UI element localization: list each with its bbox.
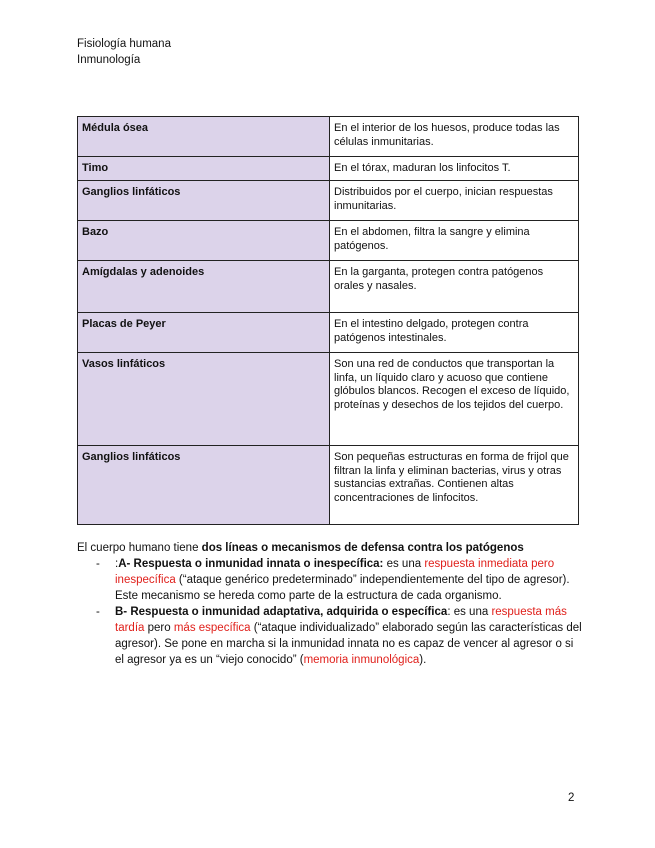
- list-item-adaptive: [77, 604, 582, 668]
- innate-highlight: respuesta inmediata pero inespecífica: [115, 558, 555, 586]
- organ-description: En el interior de los huesos, produce todas las células inmunitarias.: [330, 117, 579, 157]
- adaptive-text: pero: [144, 622, 174, 634]
- organ-description: En el tórax, maduran los linfocitos T.: [330, 157, 579, 181]
- organ-description: En el intestino delgado, protegen contra patógenos intestinales.: [330, 313, 579, 353]
- organ-name: Vasos linfáticos: [78, 353, 330, 446]
- list-item-innate: [77, 556, 582, 604]
- organ-name: Médula ósea: [78, 117, 330, 157]
- organ-description: Son pequeñas estructuras en forma de frijol que filtran la linfa y eliminan bacterias, virus y otras sustancias extrañas. Contienen altas concentraciones de linfocitos.: [330, 446, 579, 525]
- bullet-dash: -: [96, 606, 100, 618]
- page-number: 2: [568, 792, 575, 804]
- table-row: [78, 313, 579, 353]
- bullet-prefix: :: [115, 558, 119, 570]
- organ-name: Ganglios linfáticos: [78, 181, 330, 221]
- table-row: [78, 181, 579, 221]
- adaptive-title: B- Respuesta o inmunidad adaptativa, adquirida o específica: [115, 606, 448, 618]
- adaptive-text: : es una: [447, 606, 492, 618]
- defense-section: [77, 540, 582, 668]
- intro-bold: dos líneas o mecanismos de defensa contra los patógenos: [201, 542, 524, 554]
- defense-list: [77, 556, 582, 668]
- organ-name: Bazo: [78, 221, 330, 261]
- organ-description: En la garganta, protegen contra patógenos orales y nasales.: [330, 261, 579, 313]
- header-subject: Fisiología humana: [77, 38, 171, 50]
- table-row: [78, 261, 579, 313]
- header-topic: Inmunología: [77, 54, 141, 66]
- table-row: [78, 117, 579, 157]
- innate-text: es una: [383, 558, 425, 570]
- organ-description: Son una red de conductos que transportan la linfa, un líquido claro y acuoso que contiene glóbulos blancos. Recogen el exceso de líquido, proteínas y desechos de los tejidos del cuerpo.: [330, 353, 579, 446]
- organ-description: En el abdomen, filtra la sangre y elimina patógenos.: [330, 221, 579, 261]
- intro-text: El cuerpo humano tiene: [77, 542, 202, 554]
- innate-title: A- Respuesta o inmunidad innata o inespecífica:: [118, 558, 384, 570]
- bullet-dash: -: [96, 558, 100, 570]
- innate-text: (“ataque genérico predeterminado” independientemente del tipo de agresor). Este mecanismo se hereda como parte de la estructura de cada organismo.: [115, 574, 570, 602]
- adaptive-highlight: memoria inmunológica: [303, 654, 420, 666]
- page-header: [77, 36, 171, 68]
- organ-name: Amígdalas y adenoides: [78, 261, 330, 313]
- lymphoid-organs-table: [77, 116, 579, 525]
- table-row: [78, 157, 579, 181]
- organ-name: Timo: [78, 157, 330, 181]
- adaptive-highlight: más específica: [173, 622, 251, 634]
- table-row: [78, 221, 579, 261]
- adaptive-text: (“ataque individualizado” elaborado según las características del agresor). Se pone en marcha si la inmunidad innata no es capaz de vencer al agresor o si el agresor ya es un “viejo conocido” (: [115, 622, 582, 666]
- intro-paragraph: [77, 540, 582, 556]
- organ-name: Placas de Peyer: [78, 313, 330, 353]
- adaptive-highlight: respuesta más tardía: [115, 606, 567, 634]
- adaptive-text: ).: [419, 654, 427, 666]
- organ-description: Distribuidos por el cuerpo, inician respuestas inmunitarias.: [330, 181, 579, 221]
- table-row: [78, 446, 579, 525]
- organ-name: Ganglios linfáticos: [78, 446, 330, 525]
- table-row: [78, 353, 579, 446]
